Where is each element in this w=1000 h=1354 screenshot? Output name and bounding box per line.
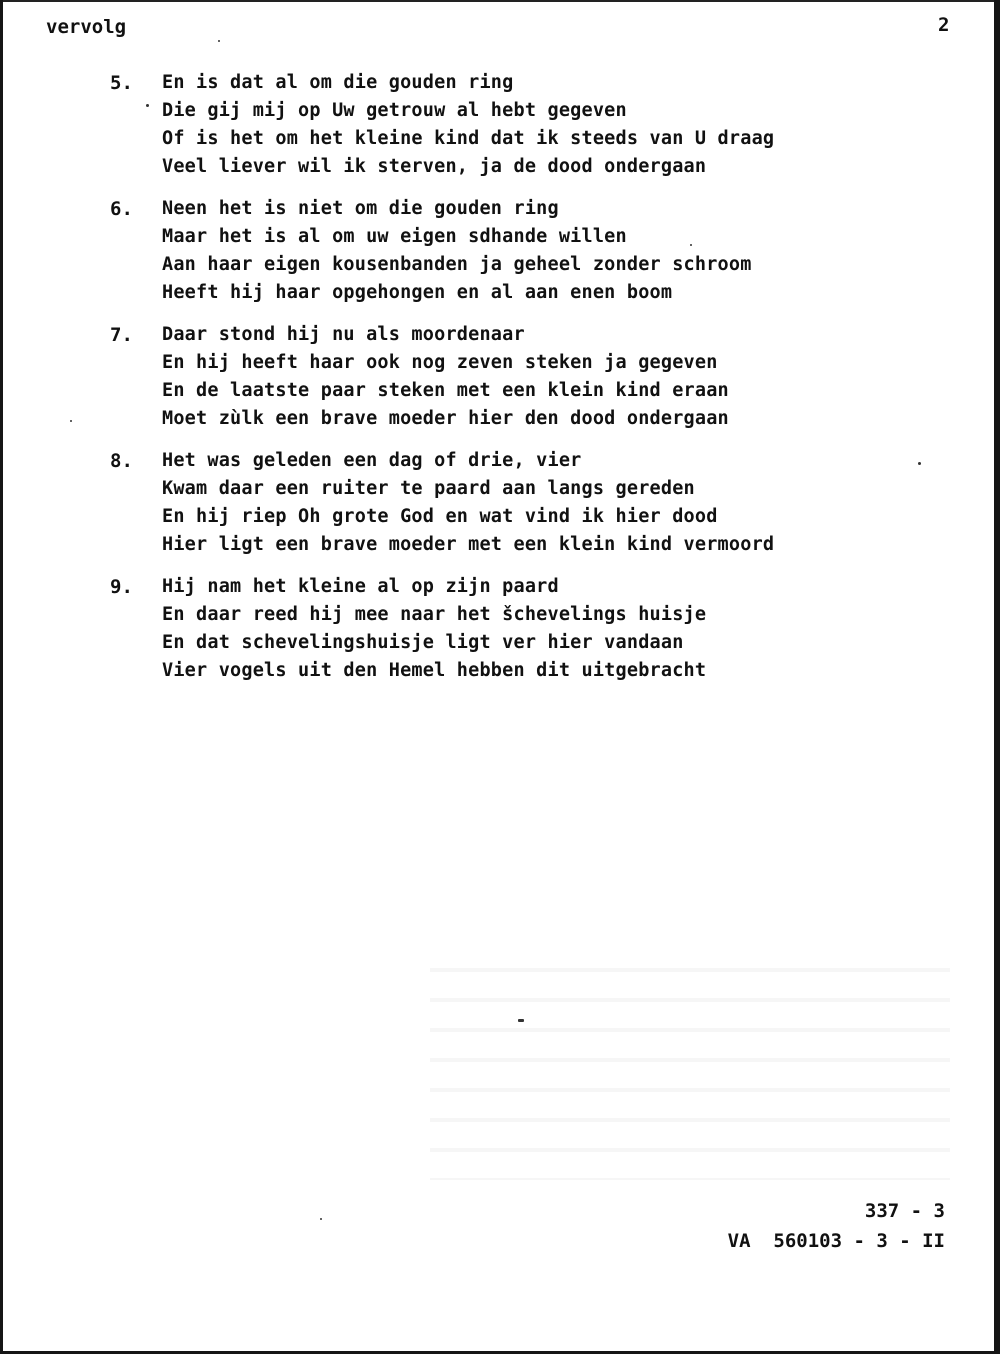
- scan-speck: [146, 104, 149, 107]
- verse-line: Kwam daar een ruiter te paard aan langs gereden: [162, 478, 695, 499]
- verse-line: Neen het is niet om die gouden ring: [162, 198, 559, 219]
- stanza-number: 5.: [110, 72, 133, 94]
- verse-line: En is dat al om die gouden ring: [162, 72, 514, 93]
- scan-speck: [320, 1218, 322, 1220]
- verse-line: En hij riep Oh grote God en wat vind ik hier dood: [162, 506, 718, 527]
- stanza-number: 7.: [110, 324, 133, 346]
- stanza-number: 9.: [110, 576, 133, 598]
- scan-border-right: [994, 0, 1000, 1354]
- verse-line: Hij nam het kleine al op zijn paard: [162, 576, 559, 597]
- stanza-number: 8.: [110, 450, 133, 472]
- page-number: 2: [938, 14, 950, 36]
- scan-speck: [518, 1019, 524, 1022]
- verse-line: Die gij mij op Uw getrouw al hebt gegeven: [162, 100, 627, 121]
- scan-border-left: [0, 0, 3, 1354]
- continuation-label: vervolg: [46, 16, 127, 38]
- verse-line: En de laatste paar steken met een klein kind eraan: [162, 380, 729, 401]
- verse-line: En dat schevelingshuisje ligt ver hier vandaan: [162, 632, 684, 653]
- verse-line: Vier vogels uit den Hemel hebben dit uitgebracht: [162, 660, 707, 681]
- verse-line: Het was geleden een dag of drie, vier: [162, 450, 582, 471]
- verse-line: Moet zùlk een brave moeder hier den dood ondergaan: [162, 408, 729, 429]
- verse-line: Of is het om het kleine kind dat ik steeds van U draag: [162, 128, 775, 149]
- scan-speck: [690, 244, 692, 246]
- archive-reference: VA 560103 - 3 - II: [727, 1230, 945, 1252]
- verse-line: Maar het is al om uw eigen sdhande willen: [162, 226, 627, 247]
- archive-code: 337 - 3: [864, 1200, 945, 1222]
- scan-speck: [70, 420, 72, 422]
- scan-border-top: [0, 0, 1000, 2]
- scan-speck: [918, 462, 921, 465]
- stanza-number: 6.: [110, 198, 133, 220]
- show-through-smudge: [430, 950, 950, 1180]
- scan-speck: [218, 40, 220, 42]
- verse-line: En hij heeft haar ook nog zeven steken ja gegeven: [162, 352, 718, 373]
- verse-line: Aan haar eigen kousenbanden ja geheel zonder schroom: [162, 254, 752, 275]
- verse-line: Veel liever wil ik sterven, ja de dood ondergaan: [162, 156, 707, 177]
- verse-line: Heeft hij haar opgehongen en al aan enen boom: [162, 282, 673, 303]
- verse-line: Daar stond hij nu als moordenaar: [162, 324, 525, 345]
- verse-line: Hier ligt een brave moeder met een klein kind vermoord: [162, 534, 775, 555]
- verse-line: En daar reed hij mee naar het šchevelings huisje: [162, 604, 707, 625]
